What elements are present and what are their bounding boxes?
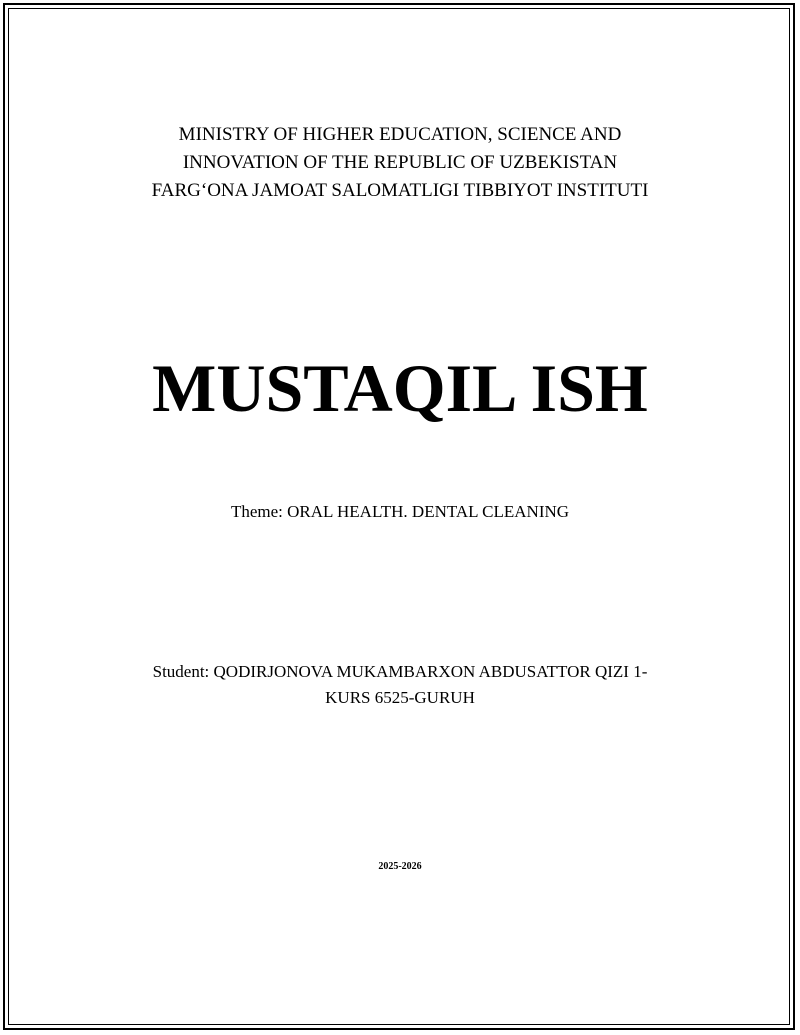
student-line-1: Student: QODIRJONOVA MUKAMBARXON ABDUSATTOR QIZI 1- xyxy=(152,662,648,681)
student-info xyxy=(0,659,800,711)
student-line-2: KURS 6525-GURUH xyxy=(325,688,475,707)
header-line-1: MINISTRY OF HIGHER EDUCATION, SCIENCE AND xyxy=(178,124,622,145)
header-line-3: FARG‘ONA JAMOAT SALOMATLIGI TIBBIYOT INSTITUTI xyxy=(151,180,649,201)
theme-line: Theme: ORAL HEALTH. DENTAL CLEANING xyxy=(230,502,570,521)
header-line-2: INNOVATION OF THE REPUBLIC OF UZBEKISTAN xyxy=(182,152,618,173)
document-title: MUSTAQIL ISH xyxy=(152,350,648,426)
institution-header xyxy=(0,121,800,205)
academic-year: 2025-2026 xyxy=(378,861,422,872)
